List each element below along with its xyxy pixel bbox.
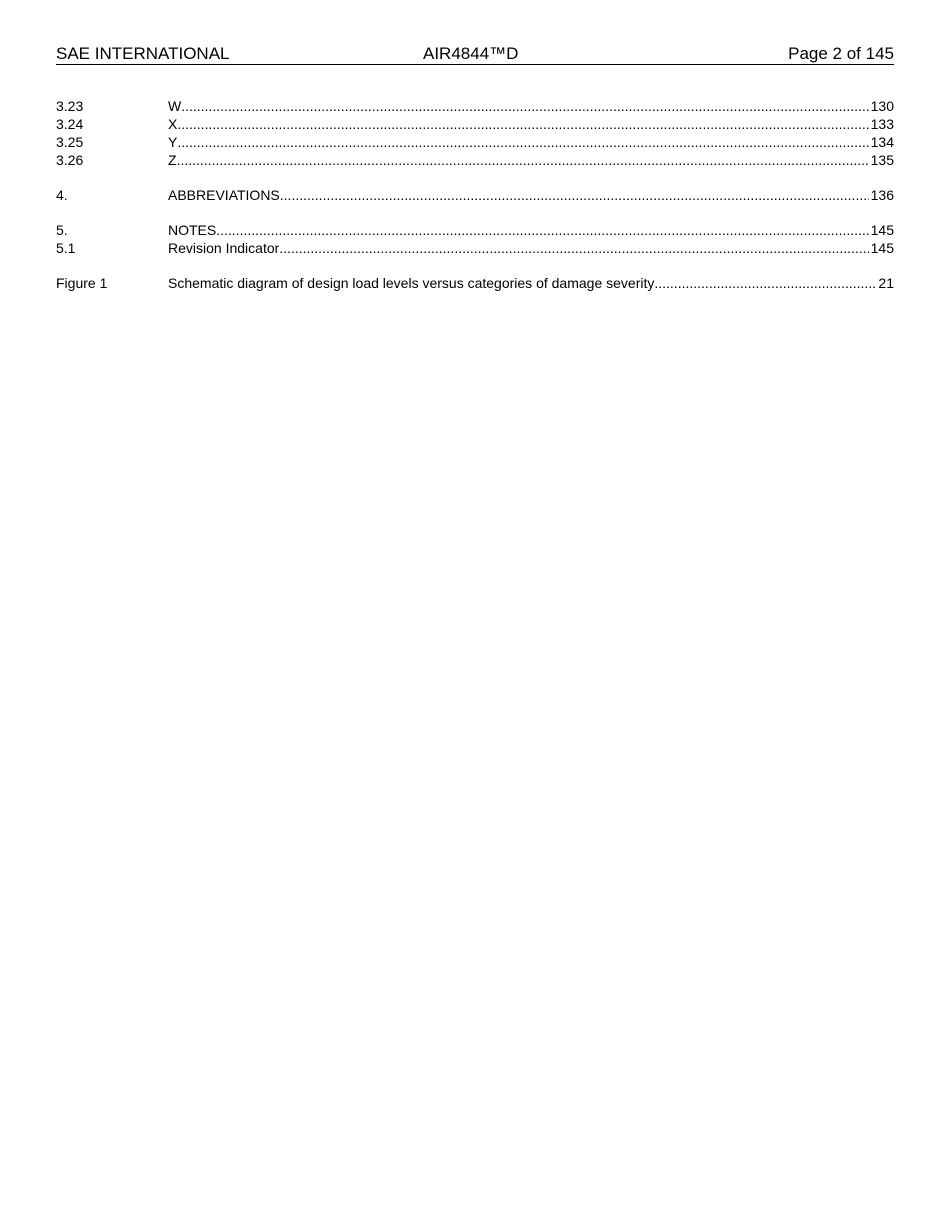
toc-entry-figure-1[interactable] — [56, 274, 894, 292]
toc-entry-page: 136 — [870, 187, 894, 203]
toc-entry-title: ABBREVIATIONS — [168, 187, 280, 203]
toc-entry-page: 145 — [870, 222, 894, 238]
toc-dot-leader — [279, 239, 868, 257]
toc-entry-number: 3.25 — [56, 134, 84, 150]
toc-dot-leader — [280, 186, 869, 204]
toc-entry-title: W — [168, 98, 182, 114]
toc-entry-3-23[interactable] — [56, 97, 894, 115]
toc-entry-page: 130 — [870, 98, 894, 114]
toc-entry-5[interactable] — [56, 221, 894, 239]
toc-entry-3-25[interactable] — [56, 133, 894, 151]
toc-entry-page: 145 — [870, 240, 894, 256]
header-document-id: AIR4844™D — [423, 44, 519, 63]
toc-entry-5-1[interactable] — [56, 239, 894, 257]
toc-entry-title: Z — [168, 152, 177, 168]
toc-entry-page: 135 — [870, 152, 894, 168]
toc-entry-number: 3.23 — [56, 98, 84, 114]
toc-entry-title: X — [168, 116, 178, 132]
header-page-number: Page 2 of 145 — [788, 44, 894, 63]
toc-entry-3-26[interactable] — [56, 151, 894, 169]
toc-dot-leader — [177, 115, 868, 133]
toc-entry-number: 3.26 — [56, 152, 84, 168]
toc-dot-leader — [181, 97, 868, 115]
table-of-contents — [56, 97, 894, 292]
toc-entry-number: 4. — [56, 187, 68, 203]
toc-dot-leader — [654, 274, 876, 292]
toc-entry-page: 133 — [870, 116, 894, 132]
toc-entry-number: Figure 1 — [56, 275, 108, 291]
toc-entry-number: 5. — [56, 222, 68, 238]
toc-entry-title: NOTES — [168, 222, 217, 238]
toc-entry-page: 21 — [878, 275, 894, 291]
toc-dot-leader — [216, 221, 868, 239]
toc-dot-leader — [177, 151, 869, 169]
toc-entry-title: Revision Indicator — [168, 240, 280, 256]
toc-dot-leader — [177, 133, 868, 151]
toc-entry-3-24[interactable] — [56, 115, 894, 133]
page-header — [56, 44, 894, 65]
header-organization: SAE INTERNATIONAL — [56, 44, 230, 63]
toc-entry-number: 3.24 — [56, 116, 84, 132]
toc-entry-number: 5.1 — [56, 240, 76, 256]
toc-entry-4[interactable] — [56, 186, 894, 204]
toc-entry-title: Y — [168, 134, 178, 150]
toc-entry-page: 134 — [870, 134, 894, 150]
toc-entry-title: Schematic diagram of design load levels versus categories of damage severity — [168, 275, 655, 291]
